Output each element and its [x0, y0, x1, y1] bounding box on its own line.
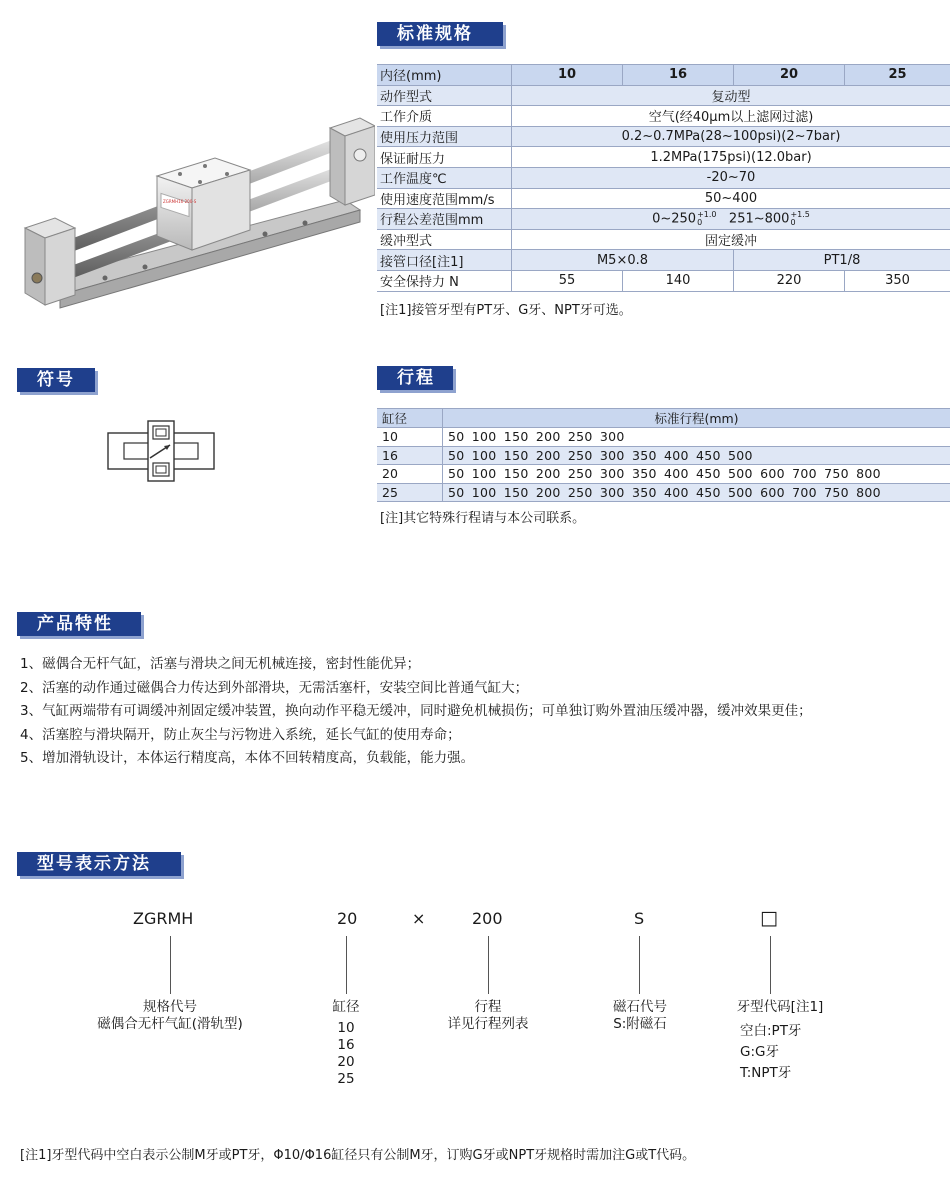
tolerance-b-up: +1.5 — [790, 209, 810, 219]
stroke-bore: 10 — [377, 428, 443, 447]
spec-port-large: PT1/8 — [734, 250, 950, 271]
stroke-section-title: 行程 — [377, 366, 453, 390]
bore-option: 25 — [337, 1071, 355, 1087]
spec-port-row — [377, 250, 950, 271]
model-section-title: 型号表示方法 — [17, 852, 181, 876]
features-section-title: 产品特性 — [17, 612, 141, 636]
spec-port-small: M5×0.8 — [512, 250, 734, 271]
spec-row-label: 行程公差范围mm — [377, 209, 512, 230]
bore-label — [321, 999, 371, 1088]
spec-row-label: 使用压力范围 — [377, 126, 512, 147]
bore-connector — [346, 936, 347, 994]
magnet-connector — [639, 936, 640, 994]
spec-row-label: 动作型式 — [377, 85, 512, 106]
spec-row — [377, 188, 950, 209]
spec-row-value: 空气(经40μm以上滤网过滤) — [512, 106, 950, 127]
bore-option: 16 — [337, 1037, 355, 1053]
bore-option: 10 — [337, 1020, 355, 1036]
spec-bore-16: 16 — [623, 65, 734, 86]
feature-item: 5、增加滑轨设计，本体运行精度高，本体不回转精度高，负载能，能力强。 — [20, 750, 475, 766]
stroke-label-line: 行程 — [474, 999, 502, 1015]
tolerance-a-up: +1.0 — [697, 209, 717, 219]
spec-table — [377, 64, 950, 292]
spec-row-value: 复动型 — [512, 85, 950, 106]
features-list — [20, 653, 812, 771]
spec-row-value: 0.2~0.7MPa(28~100psi)(2~7bar) — [512, 126, 950, 147]
spec-tolerance-value — [512, 209, 950, 230]
stroke-values: 50 100 150 200 250 300 — [443, 428, 950, 447]
thread-options — [740, 1021, 801, 1084]
feature-item: 2、活塞的动作通过磁偶合力传达到外部滑块，无需活塞杆，安装空间比普通气缸大； — [20, 679, 529, 696]
thread-option: 空白:PT牙 — [740, 1023, 802, 1039]
model-footnote: [注1]牙型代码中空白表示公制M牙或PT牙，Φ10/Φ16缸径只有公制M牙，订购G牙或NPT牙规格时需加注G或T代码。 — [20, 1148, 696, 1163]
spec-cushion-row — [377, 229, 950, 250]
spec-row-value: -20~70 — [512, 167, 950, 188]
spec-row — [377, 126, 950, 147]
spec-row-label: 工作介质 — [377, 106, 512, 127]
spec-holding-value: 140 — [623, 270, 734, 291]
stroke-label-line: 详见行程列表 — [447, 1016, 529, 1032]
spec-row-value: 50~400 — [512, 188, 950, 209]
stroke-row — [377, 428, 950, 447]
spec-row — [377, 147, 950, 168]
model-code-thread: □ — [760, 907, 778, 929]
stroke-bore: 16 — [377, 446, 443, 465]
stroke-header-row — [377, 409, 950, 428]
spec-row-label: 使用速度范围mm/s — [377, 188, 512, 209]
stroke-values: 50 100 150 200 250 300 350 400 450 500 — [443, 446, 950, 465]
spec-bore-25: 25 — [845, 65, 950, 86]
product-label: ZGRMH16-200-S — [163, 199, 197, 204]
stroke-row — [377, 446, 950, 465]
cylinder-symbol — [100, 418, 220, 484]
spec-row — [377, 85, 950, 106]
model-code-magnet: S — [634, 909, 645, 928]
spec-header-row — [377, 65, 950, 86]
spec-row-label: 安全保持力 N — [377, 270, 512, 291]
model-code-stroke: 200 — [472, 909, 503, 928]
tolerance-a-base: 0~250 — [652, 211, 697, 227]
stroke-table — [377, 408, 950, 502]
magnet-label-line: 磁石代号 — [613, 999, 667, 1015]
series-label-line: 规格代号 — [143, 999, 197, 1015]
magnet-label-line: S:附磁石 — [613, 1016, 667, 1032]
series-label-line: 磁偶合无杆气缸(滑轨型) — [97, 1016, 243, 1032]
symbol-section-title: 符号 — [17, 368, 95, 392]
spec-row-label: 保证耐压力 — [377, 147, 512, 168]
stroke-row — [377, 465, 950, 484]
thread-connector — [770, 936, 771, 994]
feature-item: 1、磁偶合无杆气缸，活塞与滑块之间无机械连接，密封性能优异； — [20, 656, 421, 672]
spec-bore-10: 10 — [512, 65, 623, 86]
feature-item: 4、活塞腔与滑块隔开，防止灰尘与污物进入系统，延长气缸的使用寿命； — [20, 726, 461, 743]
spec-row-label: 接管口径[注1] — [377, 250, 512, 271]
thread-option: G:G牙 — [740, 1044, 779, 1060]
spec-holding-value: 220 — [734, 270, 845, 291]
spec-bore-20: 20 — [734, 65, 845, 86]
thread-option: T:NPT牙 — [740, 1065, 792, 1081]
spec-section-title: 标准规格 — [377, 22, 503, 46]
spec-row-value: 1.2MPa(175psi)(12.0bar) — [512, 147, 950, 168]
spec-row-label: 工作温度℃ — [377, 167, 512, 188]
tolerance-a-down: 0 — [697, 217, 703, 227]
spec-note: [注1]接管牙型有PT牙、G牙、NPT牙可选。 — [380, 303, 632, 318]
stroke-bore: 20 — [377, 465, 443, 484]
spec-holding-value: 55 — [512, 270, 623, 291]
stroke-connector — [488, 936, 489, 994]
stroke-note: [注]其它特殊行程请与本公司联系。 — [380, 511, 586, 526]
spec-row — [377, 106, 950, 127]
spec-holding-row — [377, 270, 950, 291]
feature-item: 3、气缸两端带有可调缓冲剂固定缓冲装置，换向动作平稳无缓冲，同时避免机械损伤；可单独订购外置油压缓冲器，缓冲效果更佳； — [20, 703, 812, 719]
bore-option: 20 — [337, 1054, 355, 1070]
model-code-series: ZGRMH — [133, 909, 194, 928]
model-code-bore: 20 — [337, 909, 358, 928]
stroke-header-bore: 缸径 — [377, 409, 443, 428]
thread-label-title: 牙型代码[注1] — [736, 999, 824, 1015]
series-label — [82, 999, 258, 1033]
stroke-values: 50 100 150 200 250 300 350 400 450 500 600 700 750 800 — [443, 465, 950, 484]
magnet-label — [600, 999, 680, 1033]
tolerance-b-down: 0 — [790, 217, 796, 227]
stroke-label — [438, 999, 538, 1033]
stroke-values: 50 100 150 200 250 300 350 400 450 500 600 700 750 800 — [443, 483, 950, 502]
product-image — [15, 110, 375, 330]
spec-row-value: 固定缓冲 — [512, 229, 950, 250]
spec-row-label: 缓冲型式 — [377, 229, 512, 250]
model-code-times: × — [412, 909, 426, 928]
stroke-row — [377, 483, 950, 502]
spec-row — [377, 167, 950, 188]
series-connector — [170, 936, 171, 994]
bore-label-title: 缸径 — [332, 999, 360, 1015]
stroke-bore: 25 — [377, 483, 443, 502]
spec-header-label: 内径(mm) — [377, 65, 512, 86]
spec-holding-value: 350 — [845, 270, 950, 291]
thread-label — [725, 999, 835, 1016]
stroke-header-strokes: 标准行程(mm) — [443, 409, 950, 428]
tolerance-b-base: 251~800 — [728, 211, 790, 227]
spec-tolerance-row — [377, 209, 950, 230]
